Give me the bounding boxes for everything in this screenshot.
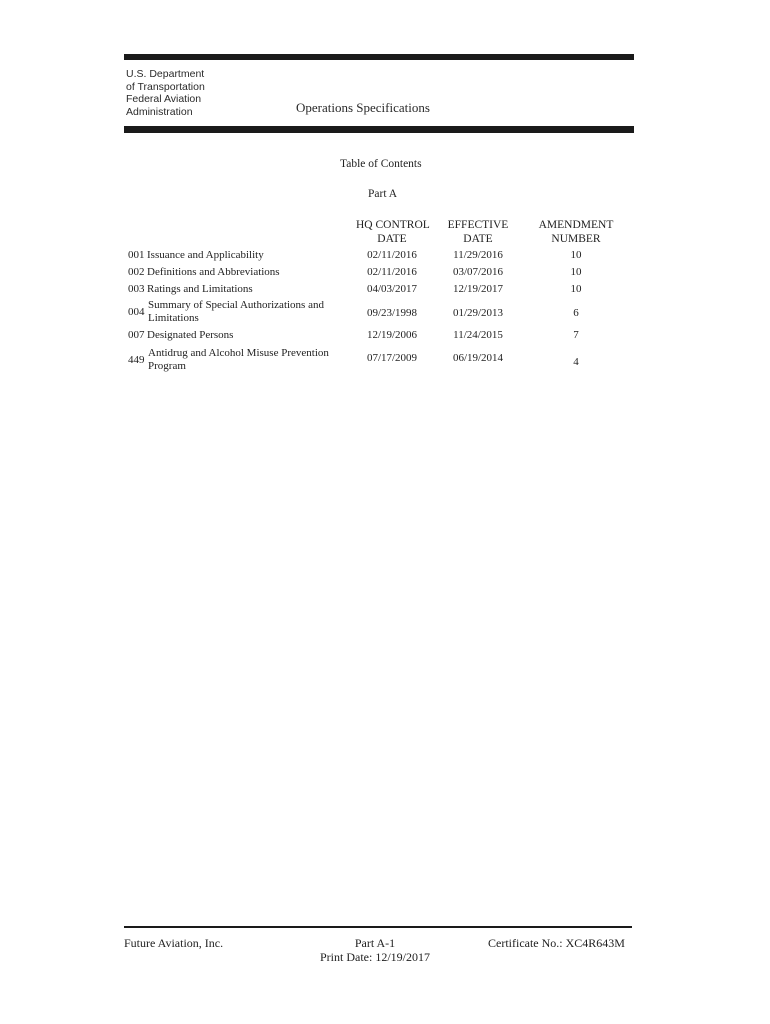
- footer-rule: [124, 926, 632, 928]
- hq-control-date: 12/19/2006: [366, 329, 418, 341]
- toc-row-title-line: Limitations: [148, 312, 199, 324]
- column-header-hq-control-date: [356, 218, 428, 246]
- column-header-line: EFFECTIVE: [447, 219, 509, 231]
- agency-line: Administration: [126, 105, 193, 118]
- document-title: Operations Specifications: [296, 100, 430, 115]
- agency-line: Federal Aviation: [126, 93, 202, 105]
- hq-control-date: 02/11/2016: [367, 266, 417, 278]
- toc-row-number: 001: [128, 249, 145, 261]
- toc-row-title: [147, 283, 253, 296]
- hq-control-date: 09/23/1998: [366, 307, 418, 319]
- footer-page-info: [300, 936, 450, 964]
- toc-row-number: 003: [128, 283, 145, 295]
- effective-date: 11/24/2015: [453, 329, 503, 341]
- part-title: Part A: [368, 188, 398, 200]
- column-header-line: AMENDMENT: [538, 219, 614, 231]
- amendment-number: 10: [570, 266, 582, 278]
- footer-company: Future Aviation, Inc.: [124, 936, 224, 950]
- toc-row-title: [147, 249, 264, 262]
- column-header-amendment-number: [532, 218, 620, 246]
- toc-row-title-line: Summary of Special Authorizations and: [148, 299, 324, 311]
- amendment-number: 10: [570, 249, 582, 261]
- header-bottom-rule: [124, 126, 634, 133]
- toc-row-title: [148, 299, 324, 325]
- agency-name: [126, 68, 205, 118]
- effective-date: 03/07/2016: [452, 266, 504, 278]
- footer-page-number: Part A-1: [354, 936, 396, 950]
- column-header-line: DATE: [377, 233, 407, 245]
- toc-row-title-line: Definitions and Abbreviations: [147, 266, 280, 278]
- toc-row-number: 004: [128, 306, 145, 318]
- amendment-number: 6: [573, 307, 579, 319]
- column-header-line: NUMBER: [551, 233, 601, 245]
- footer-print-date: Print Date: 12/19/2017: [320, 950, 430, 964]
- hq-control-date: 07/17/2009: [366, 352, 418, 364]
- effective-date: 11/29/2016: [453, 249, 503, 261]
- toc-row-title-line: Designated Persons: [147, 329, 234, 341]
- toc-row-title: [147, 266, 280, 279]
- toc-row-title: [148, 347, 329, 373]
- toc-row-number: 002: [128, 266, 145, 278]
- column-header-line: HQ CONTROL: [356, 219, 430, 231]
- toc-row-number: 449: [128, 354, 145, 366]
- effective-date: 06/19/2014: [452, 352, 504, 364]
- amendment-number: 10: [570, 283, 582, 295]
- toc-row-number: 007: [128, 329, 145, 341]
- effective-date: 01/29/2013: [452, 307, 504, 319]
- column-header-line: DATE: [463, 233, 493, 245]
- amendment-number: 7: [573, 329, 579, 341]
- toc-row-title-line: Antidrug and Alcohol Misuse Prevention: [148, 347, 329, 359]
- toc-row-title-line: Issuance and Applicability: [147, 249, 264, 261]
- toc-title: Table of Contents: [340, 158, 422, 170]
- hq-control-date: 04/03/2017: [366, 283, 418, 295]
- hq-control-date: 02/11/2016: [367, 249, 417, 261]
- column-header-effective-date: [442, 218, 514, 246]
- header-top-rule: [124, 54, 634, 60]
- effective-date: 12/19/2017: [452, 283, 504, 295]
- toc-row-title-line: Program: [148, 360, 186, 372]
- footer-certificate-number: Certificate No.: XC4R643M: [488, 936, 625, 950]
- toc-row-title: [147, 329, 233, 342]
- agency-line: U.S. Department: [126, 68, 205, 80]
- amendment-number: 4: [573, 356, 579, 368]
- agency-line: of Transportation: [126, 80, 205, 93]
- toc-row-title-line: Ratings and Limitations: [147, 283, 253, 295]
